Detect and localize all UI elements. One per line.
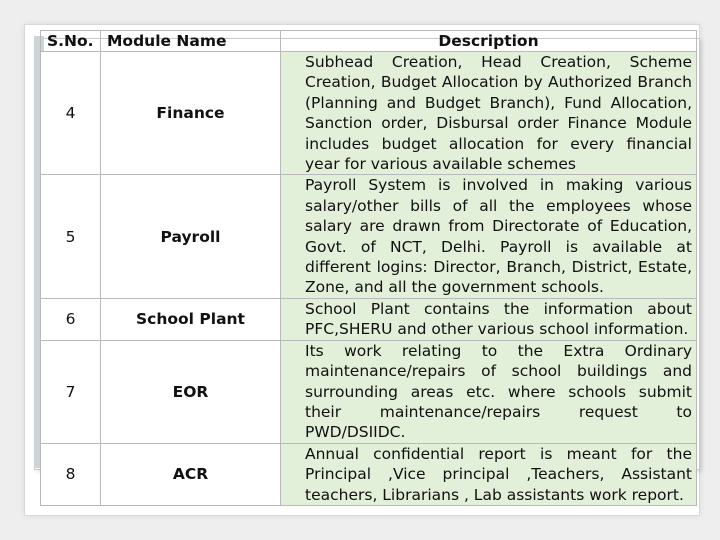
table-row bbox=[41, 298, 697, 340]
table-row bbox=[41, 175, 697, 298]
header-module-name: Module Name bbox=[101, 31, 281, 52]
modules-table bbox=[40, 30, 697, 506]
cell-sno: 7 bbox=[41, 340, 101, 443]
header-description: Description bbox=[281, 31, 697, 52]
header-sno: S.No. bbox=[41, 31, 101, 52]
cell-description: Annual confidential report is meant for the Principal ,Vice principal ,Teachers, Assistant teachers, Librarians , Lab assistants work report. bbox=[281, 443, 697, 505]
cell-module: Payroll bbox=[101, 175, 281, 298]
cell-description: Its work relating to the Extra Ordinary maintenance/repairs of school buildings and surrounding areas etc. where schools submit their maintenance/repairs request to PWD/DSIIDC. bbox=[281, 340, 697, 443]
cell-module: ACR bbox=[101, 443, 281, 505]
table-header-row bbox=[41, 31, 697, 52]
cell-sno: 8 bbox=[41, 443, 101, 505]
cell-module: Finance bbox=[101, 52, 281, 175]
cell-description: Subhead Creation, Head Creation, Scheme Creation, Budget Allocation by Authorized Branch (Planning and Budget Branch), Fund Allocation, Sanction order, Disbursal order Finance Module includes budget allocation for every financial year for various available schemes bbox=[281, 52, 697, 175]
cell-sno: 5 bbox=[41, 175, 101, 298]
cell-description: Payroll System is involved in making various salary/other bills of all the employees whose salary are drawn from Directorate of Education, Govt. of NCT, Delhi. Payroll is available at different logins: Director, Branch, District, Estate, Zone, and all the government schools. bbox=[281, 175, 697, 298]
table-row bbox=[41, 443, 697, 505]
table-row bbox=[41, 340, 697, 443]
cell-sno: 4 bbox=[41, 52, 101, 175]
cell-module: EOR bbox=[101, 340, 281, 443]
cell-description: School Plant contains the information about PFC,SHERU and other various school information. bbox=[281, 298, 697, 340]
table-row bbox=[41, 52, 697, 175]
cell-module: School Plant bbox=[101, 298, 281, 340]
cell-sno: 6 bbox=[41, 298, 101, 340]
